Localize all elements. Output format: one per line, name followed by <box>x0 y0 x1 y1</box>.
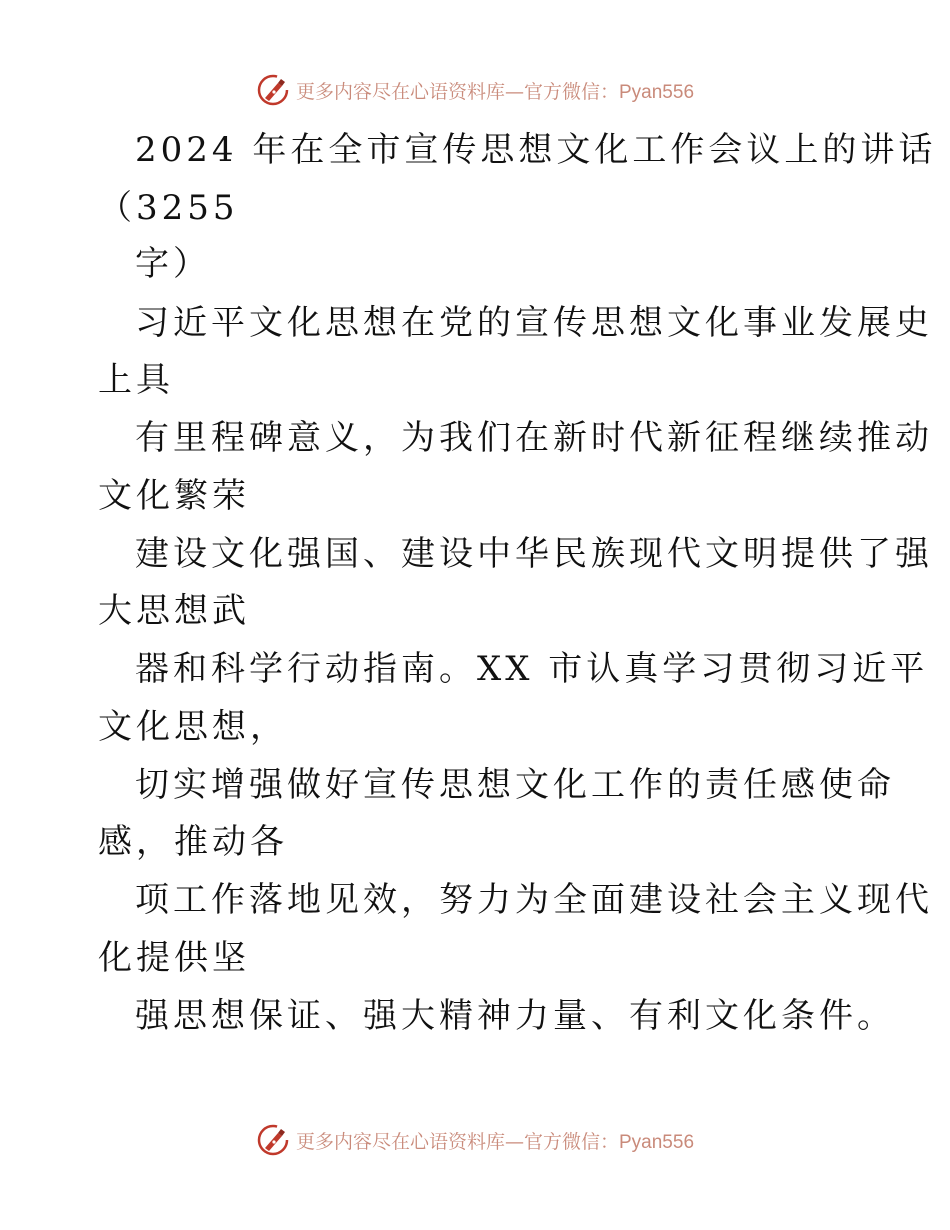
text-line-15: 化提供坚 <box>98 938 250 978</box>
text-line-12: 切实增强做好宣传思想文化工作的责任感使命 <box>135 765 895 805</box>
text-line-7: 文化繁荣 <box>98 476 250 516</box>
header-banner-text <box>296 77 694 104</box>
footer-banner <box>0 1120 950 1160</box>
text-line-9: 大思想武 <box>98 591 250 631</box>
pen-nib-logo-icon <box>256 1123 290 1157</box>
text-line-5: 上具 <box>98 360 174 400</box>
text-line-11: 文化思想， <box>98 707 288 747</box>
text-line-10: 器和科学行动指南。XX 市认真学习贯彻习近平 <box>135 649 929 689</box>
text-line-16: 强思想保证、强大精神力量、有利文化条件。 <box>135 996 895 1036</box>
pen-nib-logo-icon <box>256 73 290 107</box>
header-banner-cn: 更多内容尽在心语资料库—官方微信： <box>295 80 619 103</box>
header-banner-brand: Pyan556 <box>619 81 695 103</box>
text-line-13: 感，推动各 <box>98 822 288 862</box>
footer-banner-brand: Pyan556 <box>619 1131 695 1153</box>
text-line-14: 项工作落地见效，努力为全面建设社会主义现代 <box>135 880 933 920</box>
footer-banner-cn: 更多内容尽在心语资料库—官方微信： <box>295 1130 619 1153</box>
text-line-1: 2024 年在全市宣传思想文化工作会议上的讲话 <box>135 130 937 170</box>
footer-banner-text <box>296 1127 694 1154</box>
text-line-3: 字） <box>135 244 211 284</box>
text-line-2: （3255 <box>98 188 239 228</box>
text-line-6: 有里程碑意义，为我们在新时代新征程继续推动 <box>135 418 933 458</box>
text-line-4: 习近平文化思想在党的宣传思想文化事业发展史 <box>135 303 933 343</box>
header-banner <box>0 70 950 110</box>
text-line-8: 建设文化强国、建设中华民族现代文明提供了强 <box>135 534 933 574</box>
